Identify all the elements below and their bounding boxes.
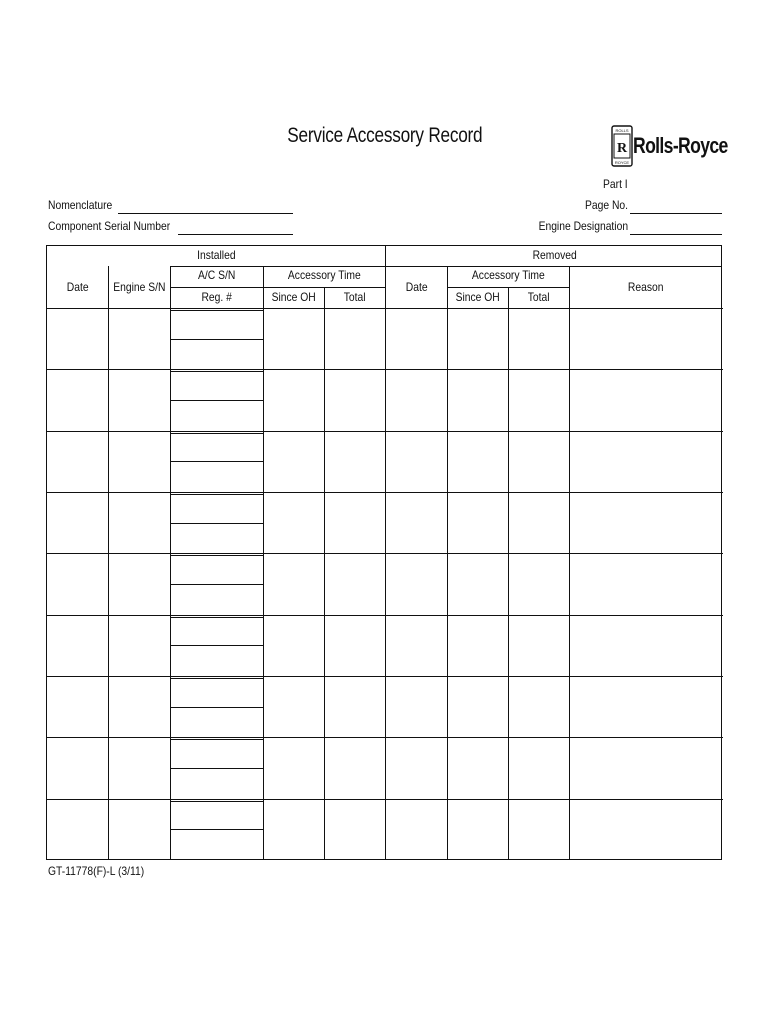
- nomenclature-field[interactable]: [118, 213, 293, 214]
- table-row[interactable]: [47, 676, 723, 677]
- table-row[interactable]: [47, 799, 723, 800]
- ac-sn-field-top: [170, 310, 263, 311]
- component-serial-number-label: Component Serial Number: [48, 219, 171, 233]
- ac-sn-reg-divider: [170, 768, 263, 769]
- ac-sn-field-top: [170, 617, 263, 618]
- total-column-header: Total: [343, 290, 366, 304]
- engine-sn-column-header: Engine S/N: [112, 280, 166, 294]
- component-serial-number-field[interactable]: [178, 234, 293, 235]
- ac-sn-reg-divider: [170, 829, 263, 830]
- column-divider-engine-sn: [108, 266, 109, 860]
- ac-sn-reg-divider: [170, 400, 263, 401]
- ac-sn-field-top: [170, 801, 263, 802]
- table-row[interactable]: [47, 369, 723, 370]
- ac-sn-field-top: [170, 433, 263, 434]
- table-row[interactable]: [47, 615, 723, 616]
- ac-sn-reg-divider: [170, 584, 263, 585]
- form-title: Service Accessory Record: [287, 124, 483, 147]
- column-divider-removed-total: [508, 287, 509, 860]
- since-oh-column-header: Since OH: [271, 290, 316, 304]
- rolls-royce-badge-icon: [611, 125, 633, 172]
- removed-date-column-header: Date: [405, 280, 428, 294]
- column-divider-removed-since-oh: [447, 266, 448, 860]
- column-divider-ac-sn: [170, 266, 171, 860]
- page-no-label: Page No.: [584, 198, 628, 212]
- removed-accessory-time-header: Accessory Time: [471, 268, 545, 282]
- installed-subheader-divider: [170, 287, 385, 288]
- table-row[interactable]: [47, 308, 723, 309]
- svg-text:ROLLS: ROLLS: [615, 128, 629, 133]
- ac-sn-field-top: [170, 555, 263, 556]
- ac-sn-reg-divider: [170, 339, 263, 340]
- ac-sn-reg-divider: [170, 461, 263, 462]
- accessory-time-header: Accessory Time: [287, 268, 361, 282]
- part-label: Part I: [603, 177, 628, 191]
- ac-sn-field-top: [170, 739, 263, 740]
- ac-sn-field-top: [170, 678, 263, 679]
- ac-sn-reg-divider: [170, 523, 263, 524]
- removed-header: Removed: [532, 248, 577, 262]
- removed-header-divider-2: [386, 266, 722, 267]
- ac-sn-field-top: [170, 371, 263, 372]
- column-divider-total: [324, 287, 325, 860]
- reason-column-header: Reason: [628, 280, 664, 294]
- page-no-field[interactable]: [630, 213, 722, 214]
- removed-since-oh-column-header: Since OH: [455, 290, 500, 304]
- column-divider-since-oh: [263, 266, 264, 860]
- table-row[interactable]: [47, 553, 723, 554]
- ac-sn-reg-divider: [170, 707, 263, 708]
- form-number: GT-11778(F)-L (3/11): [48, 864, 145, 878]
- reg-column-header: Reg. #: [201, 290, 232, 304]
- record-table: [46, 245, 722, 860]
- installed-header: Installed: [197, 248, 236, 262]
- table-row[interactable]: [47, 492, 723, 493]
- ac-sn-reg-divider: [170, 645, 263, 646]
- installed-header-divider: [170, 266, 385, 267]
- engine-designation-field[interactable]: [630, 234, 722, 235]
- table-row[interactable]: [47, 431, 723, 432]
- svg-text:ROYCE: ROYCE: [614, 160, 630, 165]
- engine-designation-label: Engine Designation: [538, 219, 628, 233]
- table-row[interactable]: [47, 737, 723, 738]
- nomenclature-label: Nomenclature: [48, 198, 113, 212]
- ac-sn-column-header: A/C S/N: [197, 268, 236, 282]
- ac-sn-field-top: [170, 494, 263, 495]
- column-divider-reason: [569, 266, 570, 860]
- removed-total-column-header: Total: [527, 290, 550, 304]
- date-column-header: Date: [66, 280, 89, 294]
- brand-name: Rolls-Royce: [633, 133, 728, 158]
- svg-text:R: R: [616, 141, 628, 156]
